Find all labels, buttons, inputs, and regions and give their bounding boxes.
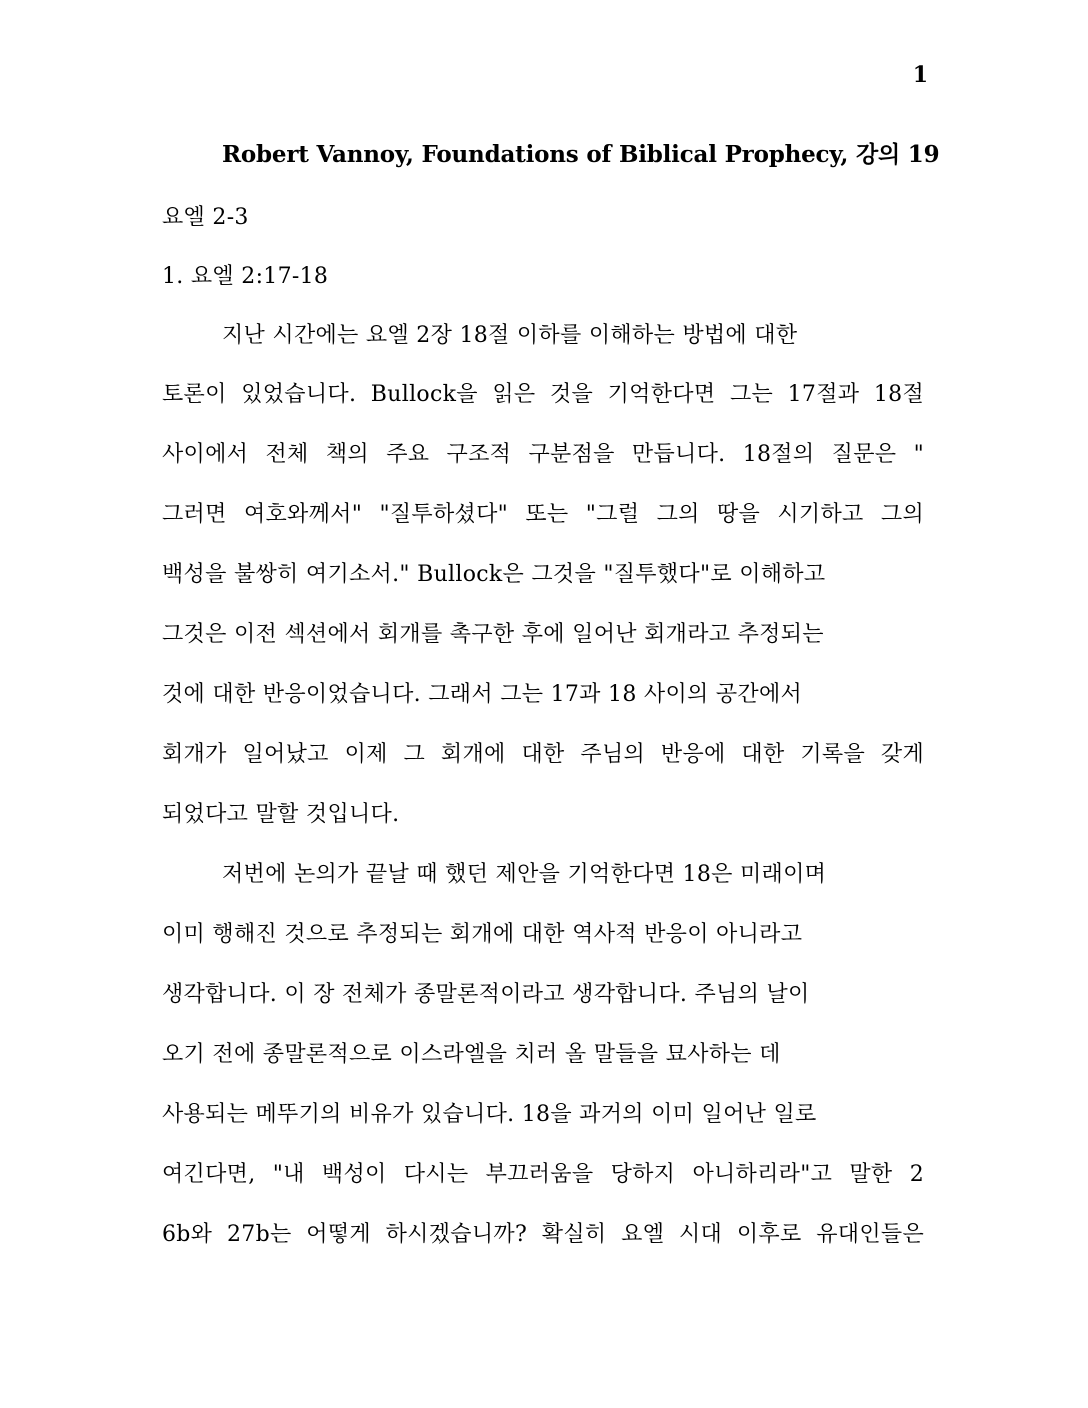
page-number: 1 xyxy=(912,62,928,88)
paragraph-2-line: 6b와 27b는 어떻게 하시겠습니까? 확실히 요엘 시대 이후로 유대인들은 xyxy=(162,1222,924,1247)
document-title: Robert Vannoy, Foundations of Biblical Prophecy, 강의 19 xyxy=(222,141,940,168)
paragraph-2-line: 여긴다면, "내 백성이 다시는 부끄러움을 당하지 아니하리라"고 말한 2 xyxy=(162,1162,924,1187)
paragraph-1-line: 지난 시간에는 요엘 2장 18절 이하를 이해하는 방법에 대한 xyxy=(222,323,798,348)
paragraph-2-line: 저번에 논의가 끝날 때 했던 제안을 기억한다면 18은 미래이며 xyxy=(222,862,827,887)
paragraph-1-line: 그러면 여호와께서" "질투하셨다" 또는 "그럴 그의 땅을 시기하고 그의 xyxy=(162,502,924,527)
paragraph-2-line: 오기 전에 종말론적으로 이스라엘을 치러 올 말들을 묘사하는 데 xyxy=(162,1042,781,1067)
paragraph-1-line: 토론이 있었습니다. Bullock을 읽은 것을 기억한다면 그는 17절과 18절 xyxy=(162,382,924,407)
paragraph-2-line: 사용되는 메뚜기의 비유가 있습니다. 18을 과거의 이미 일어난 일로 xyxy=(162,1102,817,1127)
subtitle: 요엘 2-3 xyxy=(162,205,249,230)
paragraph-1-line: 사이에서 전체 책의 주요 구조적 구분점을 만듭니다. 18절의 질문은 " xyxy=(162,442,924,467)
paragraph-1-line: 백성을 불쌍히 여기소서." Bullock은 그것을 "질투했다"로 이해하고 xyxy=(162,562,826,587)
paragraph-2-line: 생각합니다. 이 장 전체가 종말론적이라고 생각합니다. 주님의 날이 xyxy=(162,982,810,1007)
paragraph-1-line: 것에 대한 반응이었습니다. 그래서 그는 17과 18 사이의 공간에서 xyxy=(162,682,803,707)
paragraph-1-line: 그것은 이전 섹션에서 회개를 촉구한 후에 일어난 회개라고 추정되는 xyxy=(162,622,824,647)
paragraph-2-line: 이미 행해진 것으로 추정되는 회개에 대한 역사적 반응이 아니라고 xyxy=(162,922,803,947)
paragraph-1-line: 회개가 일어났고 이제 그 회개에 대한 주님의 반응에 대한 기록을 갖게 xyxy=(162,742,924,767)
paragraph-1-line: 되었다고 말할 것입니다. xyxy=(162,802,400,827)
section-heading: 1. 요엘 2:17-18 xyxy=(162,264,329,289)
